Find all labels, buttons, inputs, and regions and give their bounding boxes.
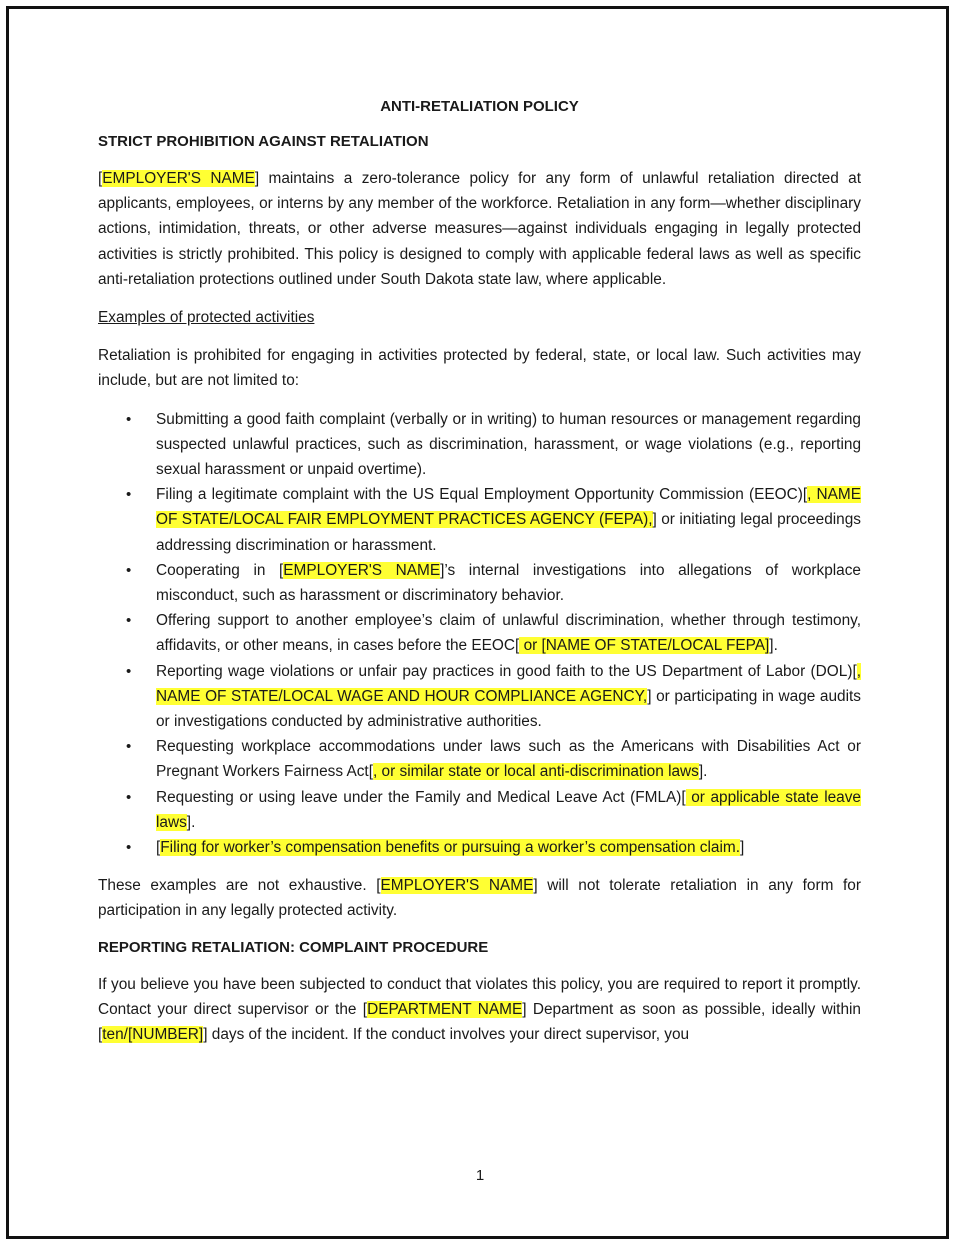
bullet-text: Requesting workplace accommodations under laws such as the Americans with Disabilities Act or Pregnant Workers Fairness Act[ bbox=[156, 738, 861, 781]
bullet-text: Requesting or using leave under the Family and Medical Leave Act (FMLA)[ bbox=[156, 788, 686, 806]
reporting-text-a: If you believe you have been subjected to conduct that violates this policy, you are required to report it promptly. Contact your direct supervisor or the [ bbox=[98, 975, 861, 1018]
bullet-text: Submitting a good faith complaint (verbally or in writing) to human resources or management regarding suspected unlawful practices, such as discrimination, harassment, or wage violations (e.g., reporting sexual harassment or unpaid overtime). bbox=[156, 410, 861, 479]
employer-name-placeholder: EMPLOYER'S NAME bbox=[102, 170, 255, 187]
page-number: 1 bbox=[475, 1167, 485, 1184]
bullet-text: Filing a legitimate complaint with the US Equal Employment Opportunity Commission (EEOC)[ bbox=[156, 486, 808, 504]
list-item bbox=[98, 482, 861, 558]
bullet-text: Offering support to another employee’s claim of unlawful discrimination, whether through testimony, affidavits, or other means, in cases before the EEOC[ bbox=[156, 612, 861, 655]
closing-text-b: ] will not tolerate retaliation in any form for participation in any legally protected activity. bbox=[98, 877, 861, 920]
reporting-text-c: ] days of the incident. If the conduct involves your direct supervisor, you bbox=[203, 1026, 690, 1044]
intro-paragraph bbox=[98, 166, 861, 292]
intro-text-b: ] maintains a zero-tolerance policy for any form of unlawful retaliation directed at applicants, employees, or interns by any member of the workforce. Retaliation in any form—whether disciplinary actions, intimidation, threats, or other adverse measures—against individuals engaging in legally protected activities is strictly prohibited. This policy is designed to comply with applicable federal laws as well as specific anti-retaliation protections outlined under South Dakota state law, where applicable. bbox=[98, 170, 861, 288]
list-item bbox=[98, 835, 861, 860]
section-heading-reporting: REPORTING RETALIATION: COMPLAINT PROCEDURE bbox=[98, 938, 489, 956]
workers-comp-placeholder: Filing for worker’s compensation benefits or pursuing a worker’s compensation claim. bbox=[160, 839, 740, 857]
days-placeholder: ten/[NUMBER] bbox=[102, 1026, 204, 1044]
department-name-placeholder: DEPARTMENT NAME bbox=[367, 1000, 523, 1018]
bullet-text: ]. bbox=[698, 763, 708, 781]
state-law-placeholder: , or similar state or local anti-discrimination laws bbox=[372, 763, 699, 781]
list-item bbox=[98, 785, 861, 835]
section-heading-prohibition: STRICT PROHIBITION AGAINST RETALIATION bbox=[98, 133, 429, 150]
bullet-text: ]’s internal investigations into allegations of workplace misconduct, such as harassment or discriminatory behavior. bbox=[156, 561, 861, 605]
reporting-paragraph bbox=[98, 972, 861, 1048]
document-body bbox=[98, 96, 861, 1060]
bullet-text: ] or participating in wage audits or investigations conducted by administrative authorities. bbox=[156, 687, 861, 731]
fepa-placeholder: , NAME OF STATE/LOCAL FAIR EMPLOYMENT PRACTICES AGENCY (FEPA), bbox=[156, 486, 861, 529]
bullet-text: Reporting wage violations or unfair pay practices in good faith to the US Department of Labor (DOL)[ bbox=[156, 662, 857, 680]
protected-activities-subheading: Examples of protected activities bbox=[98, 309, 315, 327]
document-title: ANTI-RETALIATION POLICY bbox=[380, 98, 579, 115]
protected-activities-list bbox=[98, 407, 861, 861]
bullet-text: ] bbox=[739, 839, 745, 857]
list-item bbox=[98, 608, 861, 658]
list-item bbox=[98, 659, 861, 735]
bullet-text: ]. bbox=[186, 813, 196, 831]
intro-text-a: [ bbox=[98, 170, 103, 187]
closing-text-a: These examples are not exhaustive. [ bbox=[98, 877, 381, 895]
fepa-placeholder: or [NAME OF STATE/LOCAL FEPA] bbox=[519, 637, 770, 655]
list-item bbox=[98, 734, 861, 784]
bullet-text: ] or initiating legal proceedings addressing discrimination or harassment. bbox=[156, 511, 861, 554]
bullet-text: ]. bbox=[769, 637, 778, 655]
lead-paragraph: Retaliation is prohibited for engaging in activities protected by federal, state, or local law. Such activities may include, but are not limited to: bbox=[98, 347, 861, 390]
closing-paragraph bbox=[98, 873, 861, 923]
state-leave-placeholder: or applicable state leave laws bbox=[156, 788, 861, 831]
bullet-text: [ bbox=[156, 839, 161, 857]
list-item bbox=[98, 558, 861, 608]
reporting-text-b: ] Department as soon as possible, ideally within [ bbox=[98, 1000, 861, 1044]
bullet-text: Cooperating in [ bbox=[156, 561, 284, 579]
wage-agency-placeholder: , NAME OF STATE/LOCAL WAGE AND HOUR COMPLIANCE AGENCY, bbox=[156, 662, 861, 705]
employer-name-placeholder: EMPLOYER'S NAME bbox=[380, 877, 534, 895]
list-item bbox=[98, 407, 861, 483]
employer-name-placeholder: EMPLOYER'S NAME bbox=[283, 561, 441, 579]
